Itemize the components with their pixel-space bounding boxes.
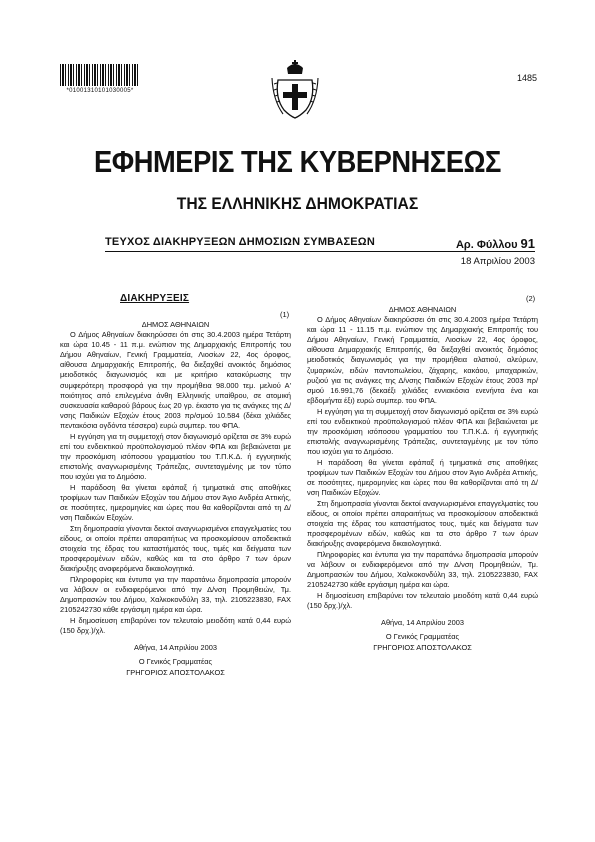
notice-1-signer-name: ΓΡΗΓΟΡΙΟΣ ΑΠΟΣΤΟΛΑΚΟΣ bbox=[126, 667, 225, 677]
notice-2-marker: (2) bbox=[526, 294, 536, 303]
notice-2-paragraph: Η εγγύηση για τη συμμετοχή στον διαγωνισμό ορίζεται σε 3% ευρώ επί του ενδεικτικού προϋπολογισμού πλέον ΦΠΑ και βεβαιώνεται με την προσκόμιση ισόποσου γραμματίου του Τ.Π.Κ.Δ. ή εγγυητικής επιστολής αναγνωρισμένης Τράπεζας, συντεταγμένης με τον τύπο που ισχύει για το Δημόσιο. bbox=[307, 406, 538, 456]
notice-1-authority: ΔΗΜΟΣ ΑΘΗΝΑΙΩΝ bbox=[141, 320, 210, 329]
section-heading: ΔΙΑΚΗΡΥΞΕΙΣ bbox=[120, 293, 190, 304]
page-number: 1485 bbox=[516, 73, 537, 83]
gazette-title: ΕΦΗΜΕΡΙΣ ΤΗΣ ΚΥΒΕΡΝΗΣΕΩΣ bbox=[94, 144, 501, 179]
issue-date: 18 Απριλίου 2003 bbox=[460, 256, 535, 267]
barcode bbox=[60, 64, 140, 86]
notice-2-signer-title: Ο Γενικός Γραμματέας bbox=[385, 631, 460, 641]
notice-1-paragraph: Πληροφορίες και έντυπα για την παρατάνω δημοπρασία μπορούν να λάβουν οι ενδιαφερόμενοι από την Δ/νση Προμηθειών, Τμ. Δημοπρασιών του Δήμου, Χαλκοκονδύλη 33, τηλ. 2105223830, FAX 2105242730 κάθε εργάσιμη ημέρα και ώρα. bbox=[60, 574, 291, 614]
notice-2-paragraph: Στη δημοπρασία γίνονται δεκτοί αναγνωρισμένοι επαγγελματίες του είδους, οι οποίοι πρέπει απαραιτήτως να προσκομίσουν αποδεικτικά στοιχεία της έδρας του καταστήματος τους, τιμές και δείγματα των προσφερομένων ειδών, καθώς και τα στο άρθρο 7 των όρων διακήρυξης αναφερόμενα δικαιολογητικά. bbox=[307, 498, 538, 548]
notice-2-paragraph: Ο Δήμος Αθηναίων διακηρύσσει ότι στις 30.4.2003 ημέρα Τετάρτη και ώρα 11 - 11.15 π.μ. ενώπιον της Δημαρχιακής Επιτροπής του Δήμου Αθηναίων, Γενική Γραμματεία, Λιοσίων 22, 4ος όροφος, αίθουσα Δημαρχιακής Επιτροπής, θα διεξαχθεί ανοικτός δημόσιος μειοδοτικός διαγωνισμός για την προμήθεια αλατιού, αλεύρων, ζυμαρικών, ειδών παντοπωλείου, ζάχαρης, κακάου, μπαχαρικών, ρυζιού για τις ανάγκες της Δ/νσης Παιδικών Εξοχών έτους 2003 πρ/σμού 16.991,76 (δεκαέξι χιλιάδες εννιακόσια ενενήντα ένα και εβδομήντα έξι) ευρώ συμπερ. του ΦΠΑ. bbox=[307, 315, 538, 405]
sheet-number-block bbox=[456, 236, 535, 251]
barcode-number: *01001310101030005* bbox=[66, 88, 134, 94]
notice-1-paragraph: Στη δημοπρασία γίνονται δεκτοί αναγνωρισμένοι επαγγελματίες του είδους, οι οποίοι πρέπει απαραιτήτως να προσκομίσουν αποδεικτικά στοιχεία της έδρας του καταστήματός τους, τιμές και δείγματα των προσφερομένων ειδών, καθώς και τα στο άρθρο 7 των όρων διακήρυξης αναφερόμενα δικαιολογητικά. bbox=[60, 523, 291, 574]
notice-2-place-date: Αθήνα, 14 Απριλίου 2003 bbox=[381, 617, 464, 627]
notice-1-place-date: Αθήνα, 14 Απριλίου 2003 bbox=[134, 642, 217, 652]
notice-2-paragraph: Η δημοσίευση επιβαρύνει τον τελευταίο μειοδότη κατά 0,44 ευρώ (150 δρχ.)/χλ. bbox=[307, 590, 538, 610]
sheet-number: 91 bbox=[520, 236, 535, 251]
notice-1 bbox=[60, 320, 291, 678]
header-rule bbox=[105, 251, 535, 252]
gazette-subtitle: ΤΗΣ ΕΛΛΗΝΙΚΗΣ ΔΗΜΟΚΡΑΤΙΑΣ bbox=[176, 194, 419, 213]
notice-2-signer-name: ΓΡΗΓΟΡΙΟΣ ΑΠΟΣΤΟΛΑΚΟΣ bbox=[373, 642, 472, 652]
notice-1-marker: (1) bbox=[280, 310, 290, 319]
notice-1-signer-title: Ο Γενικός Γραμματέας bbox=[138, 656, 213, 666]
notice-2-authority: ΔΗΜΟΣ ΑΘΗΝΑΙΩΝ bbox=[388, 305, 457, 314]
notice-1-paragraph: Η δημοσίευση επιβαρύνει τον τελευταίο μειοδότη κατά 0,44 ευρώ (150 δρχ.)/χλ. bbox=[60, 615, 291, 635]
sheet-label: Αρ. Φύλλου bbox=[455, 239, 518, 251]
notice-1-paragraph: Η εγγύηση για τη συμμετοχή στον διαγωνισμό ορίζεται σε 3% ευρώ επί του ενδεικτικού προϋπολογισμού πλέον ΦΠΑ και βεβαιώνεται με την προσκόμιση ισόποσου γραμματίου του Τ.Π.Κ.Δ. ή εγγυητικής επιστολής αναγνωρισμένης Τράπεζας, συντεταγμένης με τον τύπο που ισχύει για το Δημόσιο. bbox=[60, 431, 291, 481]
greek-coat-of-arms-icon bbox=[270, 58, 320, 122]
notice-2 bbox=[307, 305, 538, 653]
notice-1-paragraph: Ο Δήμος Αθηναίων διακηρύσσει ότι στις 30.4.2003 ημέρα Τετάρτη και ώρα 10.45 - 11 π.μ. ενώπιον της Δημαρχιακής Επιτροπής του Δήμου Αθηναίων, Γενική Γραμματεία, Λιοσίων 22, 4ος όροφος, αίθουσα Δημαρχιακής Επιτροπής, θα διεξαχθεί ανοικτός δημόσιος μειοδοτικός διαγωνισμός και με κριτήριο κατακύρωσης την συμφερότερη προσφορά για την προμήθεια 98.000 τεμ. μελιού Α' ποιότητος από επιλεγμένα άνθη Ελληνικής υπαίθρου, σε ατομική συσκευασία καθαρού βάρους έως 20 γρ. έκαστο για τις ανάγκες της Δ/νσης Παιδικών Εξοχών έτους 2003 πρ/σμού 10.584 (δέκα χιλιάδες πεντακόσια ογδόντα τέσσερα) ευρώ συμπερ. του ΦΠΑ. bbox=[60, 330, 291, 430]
issue-type: ΤΕΥΧΟΣ ΔΙΑΚΗΡΥΞΕΩΝ ΔΗΜΟΣΙΩΝ ΣΥΜΒΑΣΕΩΝ bbox=[105, 236, 375, 248]
notice-1-paragraph: Η παράδοση θα γίνεται εφάπαξ ή τμηματικά στις αποθήκες τροφίμων των Παιδικών Εξοχών του Δήμου στον Άγιο Ανδρέα Αττικής, σε ποσότητες, ημερομηνίες και ώρες που θα καθορίζονται από τη Δ/νση Παιδικών Εξοχών. bbox=[60, 482, 291, 522]
notice-2-paragraph: Πληροφορίες και έντυπα για την παραπάνω δημοπρασία μπορούν να λάβουν οι ενδιαφερόμενοι από την Δ/νση Προμηθειών, Τμ. Δημοπρασιών του Δήμου, Χαλκοκονδύλη 33, τηλ. 2105223830, FAX 2105242730 κάθε εργάσιμη ημέρα και ώρα. bbox=[307, 549, 538, 589]
notice-2-paragraph: Η παράδοση θα γίνεται εφάπαξ ή τμηματικά στις αποθήκες τροφίμων των Παιδικών Εξοχών του Δήμου στον Άγιο Ανδρέα Αττικής, σε ποσότητες, ημερομηνίες και ώρες που θα καθορίζονται από τη Δ/νση Παιδικών Εξοχών. bbox=[307, 457, 538, 497]
